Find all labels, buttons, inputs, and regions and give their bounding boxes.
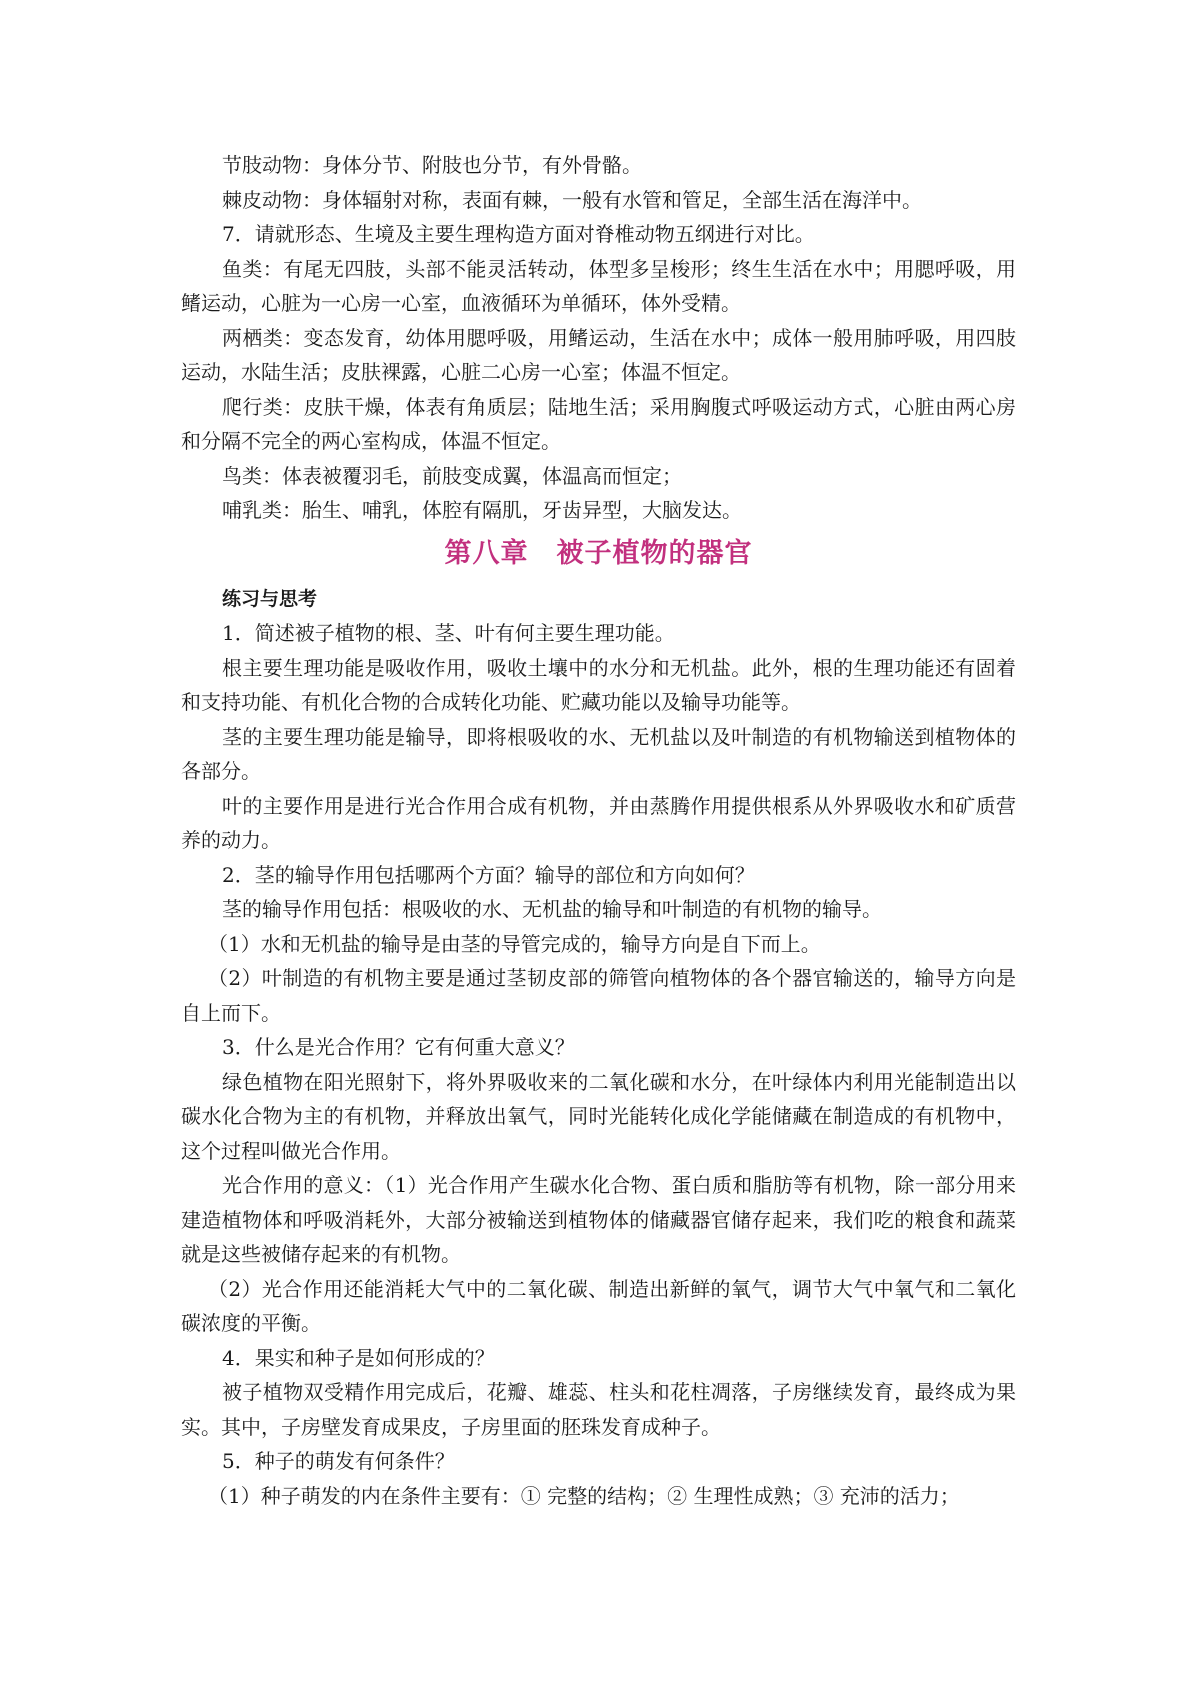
question: 2．茎的输导作用包括哪两个方面？输导的部位和方向如何？ xyxy=(222,862,755,887)
paragraph: 两栖类：变态发育，幼体用腮呼吸，用鳍运动，生活在水中；成体一般用肺呼吸，用四肢运动，水陆生活；皮肤裸露，心脏二心房一心室；体温不恒定。 xyxy=(181,325,1016,384)
question: 5．种子的萌发有何条件？ xyxy=(222,1449,455,1473)
paragraph: 茎的输导作用包括：根吸收的水、无机盐的输导和叶制造的有机物的输导。 xyxy=(222,897,882,921)
paragraph: 鱼类：有尾无四肢，头部不能灵活转动，体型多呈梭形；终生生活在水中；用腮呼吸，用鳍运动，心脏为一心房一心室，血液循环为单循环，体外受精。 xyxy=(181,256,1016,315)
question: 7．请就形态、生境及主要生理构造方面对脊椎动物五纲进行对比。 xyxy=(222,222,815,246)
paragraph: 节肢动物：身体分节、附肢也分节，有外骨骼。 xyxy=(222,153,642,177)
paragraph: 爬行类：皮肤干燥，体表有角质层；陆地生活；采用胸腹式呼吸运动方式，心脏由两心房和分隔不完全的两心室构成，体温不恒定。 xyxy=(181,394,1016,453)
question: 1．简述被子植物的根、茎、叶有何主要生理功能。 xyxy=(222,621,675,645)
paragraph: （2）叶制造的有机物主要是通过茎韧皮部的筛管向植物体的各个器官输送的，输导方向是自上而下。 xyxy=(181,966,1016,1025)
question: 4．果实和种子是如何形成的？ xyxy=(222,1345,495,1370)
document-page xyxy=(181,148,1016,1513)
paragraph: 茎的主要生理功能是输导，即将根吸收的水、无机盐以及叶制造的有机物输送到植物体的各部分。 xyxy=(181,724,1016,783)
paragraph: 绿色植物在阳光照射下，将外界吸收来的二氧化碳和水分，在叶绿体内利用光能制造出以碳水化合物为主的有机物，并释放出氧气，同时光能转化成化学能储藏在制造成的有机物中，这个过程叫做光合作用。 xyxy=(181,1069,1016,1163)
paragraph: （1）水和无机盐的输导是由茎的导管完成的，输导方向是自下而上。 xyxy=(208,931,821,956)
paragraph: 光合作用的意义：（1）光合作用产生碳水化合物、蛋白质和脂肪等有机物，除一部分用来建造植物体和呼吸消耗外，大部分被输送到植物体的储藏器官储存起来，我们吃的粮食和蔬菜就是这些被储存起来的有机物。 xyxy=(181,1173,1016,1266)
paragraph: 根主要生理功能是吸收作用，吸收土壤中的水分和无机盐。此外，根的生理功能还有固着和支持功能、有机化合物的合成转化功能、贮藏功能以及输导功能等。 xyxy=(181,655,1016,714)
paragraph: 哺乳类：胎生、哺乳，体腔有隔肌，牙齿异型，大脑发达。 xyxy=(222,498,742,522)
paragraph: 鸟类：体表被覆羽毛，前肢变成翼，体温高而恒定； xyxy=(222,463,682,488)
paragraph: （1）种子萌发的内在条件主要有：① 完整的结构；② 生理性成熟；③ 充沛的活力； xyxy=(208,1483,960,1508)
paragraph: 叶的主要作用是进行光合作用合成有机物，并由蒸腾作用提供根系从外界吸收水和矿质营养的动力。 xyxy=(181,793,1016,852)
paragraph: （2）光合作用还能消耗大气中的二氧化碳、制造出新鲜的氧气，调节大气中氧气和二氧化碳浓度的平衡。 xyxy=(181,1276,1016,1335)
question: 3．什么是光合作用？它有何重大意义？ xyxy=(222,1035,575,1059)
paragraph: 棘皮动物：身体辐射对称，表面有棘，一般有水管和管足，全部生活在海洋中。 xyxy=(222,187,922,212)
section-title: 练习与思考 xyxy=(222,587,318,610)
chapter-title: 第八章 被子植物的器官 xyxy=(444,537,753,569)
paragraph: 被子植物双受精作用完成后，花瓣、雄蕊、柱头和花柱凋落，子房继续发育，最终成为果实。其中，子房壁发育成果皮，子房里面的胚珠发育成种子。 xyxy=(181,1380,1016,1439)
